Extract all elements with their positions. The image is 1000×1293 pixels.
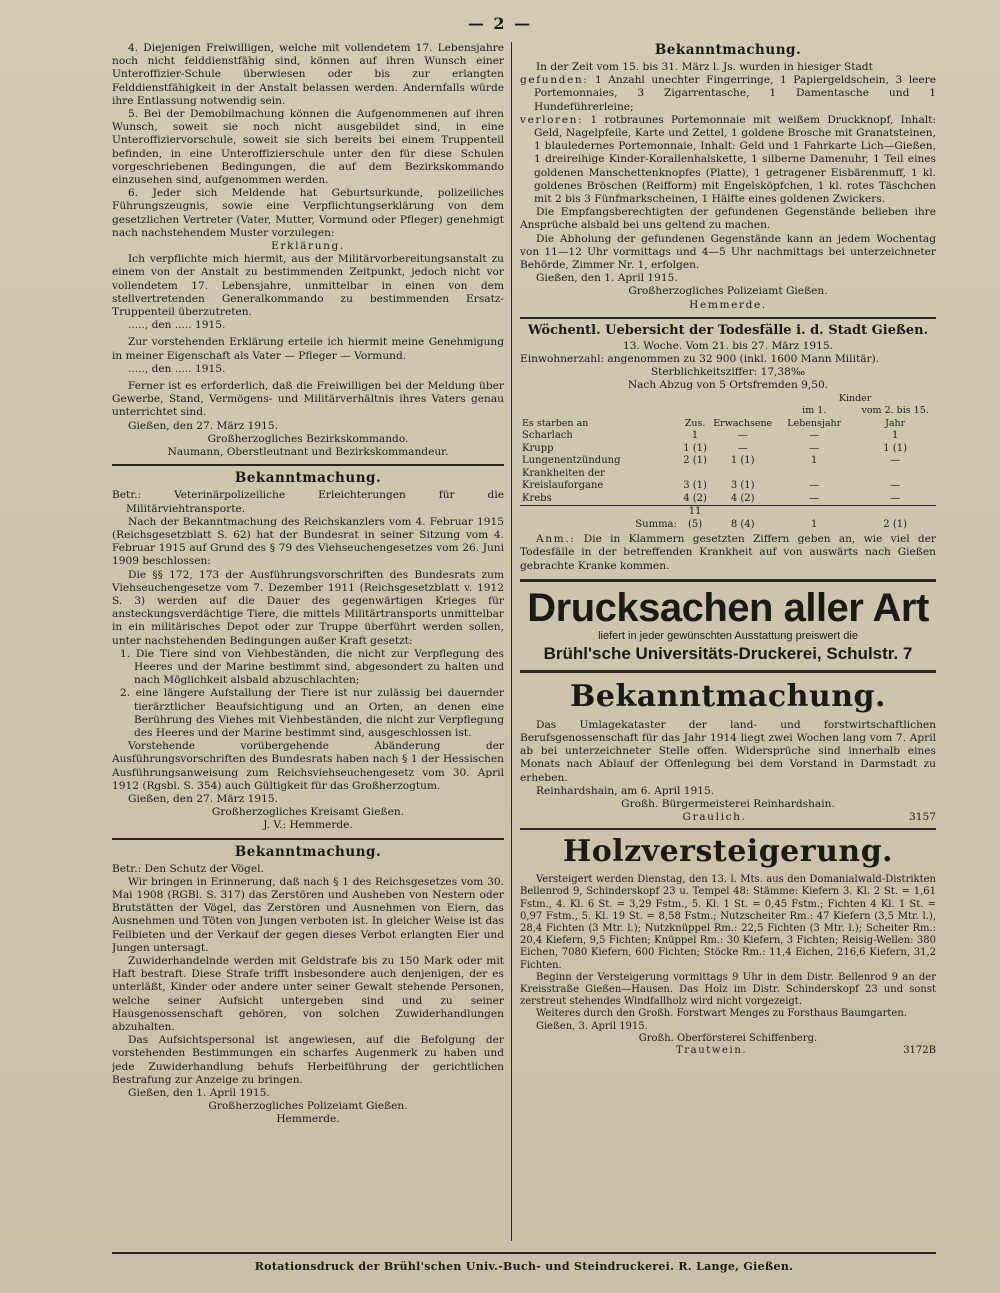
row-cause: Krupp (522, 442, 554, 454)
vet-paragraph-2: Die §§ 172, 173 der Ausführungsvorschriften des Bundesrats zum Viehseuchengesetze vom 7. Dezember 1911 (Reichsgesetzblatt v. 1912 S. 3) werden auf die Dauer des gegenwärtigen Krieges für ansteckungsverdächtige Tiere, die mittels Militärtransports unmittelbar in ein militärisches Depot oder zur Truppe überführt werden sollen, unter nachstehenden Bedingungen außer Kraft gesetzt: (112, 568, 504, 647)
deaths-note (520, 533, 936, 573)
deaths-title: Wöchentl. Uebersicht der Todesfälle i. d. Stadt Gießen. (527, 322, 929, 338)
vet-subject: Betr.: Veterinärpolizeiliche Erleichterungen für die Militärviehtransporte. (112, 489, 504, 515)
row-child-1: — (809, 430, 820, 442)
timber-authority: Großh. Oberförsterei Schiffenberg. (638, 1032, 818, 1044)
header-child-1: im 1. Lebensjahr (787, 405, 842, 429)
found-paragraph-1: Die Empfangsberechtigten der gefundenen Gegenstände belieben ihre Ansprüche alsbald bei uns geltend zu machen. (520, 206, 936, 232)
right-column (520, 42, 936, 1241)
cadastre-place-date: Reinhardshain, am 6. April 1915. (536, 784, 715, 797)
paragraph-6: 6. Jeder sich Meldende hat Geburtsurkunde, polizeiliches Führungszeugnis, sowie eine Verpflichtungserklärung von dem gesetzlichen Vertreter (Vater, Mutter, Vormund oder Pfleger) genehmigt nach nachstehendem Muster vorzulegen: (112, 187, 504, 239)
timber-signer: Trautwein. (676, 1045, 748, 1057)
cadastre-signer: Graulich. (682, 811, 747, 824)
row-cause: Krebs (522, 492, 552, 504)
lost-label: verloren: (520, 113, 584, 126)
sum-total: 11 (5) (679, 506, 711, 532)
row-total: 3 (1) (683, 480, 707, 492)
timber-paragraph-2: Beginn der Versteigerung vormittags 9 Uhr in dem Distr. Bellenrod 9 an der Kreisstraße Gießen—Hausen. Das Holz im Distr. Schinderskopf 23 und sonst zerstreut stehendes Windfallholz wird nicht vorgezeigt. (520, 971, 936, 1008)
note-text: Die in Klammern gesetzten Ziffern geben an, wie viel der Todesfälle in der betreffenden Krankheit auf von auswärts nach Gießen gebrachte Kranke kommen. (520, 533, 936, 572)
row-adults: 4 (2) (730, 492, 755, 504)
found-authority: Großherzogliches Polizeiamt Gießen. (628, 285, 828, 298)
section-rule (112, 464, 504, 466)
lost-text: 1 rotbraunes Portemonnaie mit weißem Druckknopf, Inhalt: Geld, Nagelpfeile, Karte und Zettel, 1 goldene Brosche mit Granatsteinen, 1 blauledernes Portemonnaie, Inhalt: Geld und 1 Fahrkarte Lich—Gießen, 1 dreireihige Kinder-Korallenhalskette, 1 silberne Damenuhr, 1 Teil eines goldenen Manschettenknopfes (Platte), 1 getragener Eisbärenmuff, 1 kl. goldenes Bröschen (Reifform) mit Engelsköpfchen, 1 kl. rotes Täschchen mit 2 bis 3 Fünfmarkscheinen, 1 Hälfte eines goldenen Zwickers. (534, 113, 936, 206)
vet-heading: Bekanntmachung. (234, 470, 382, 487)
page-number: — 2 — (467, 14, 533, 33)
row-child-2: — (890, 480, 901, 492)
row-total: 1 (1) (683, 442, 707, 454)
found-heading: Bekanntmachung. (654, 42, 802, 58)
printer-imprint: Rotationsdruck der Brühl'schen Univ.-Buch- und Steindruckerei. R. Lange, Gießen. (112, 1252, 936, 1273)
found-list (520, 74, 936, 114)
deaths-week: 13. Woche. Vom 21. bis 27. März 1915. (623, 339, 833, 352)
row-adults: — (737, 430, 748, 442)
header-adults: Erwachsene (713, 417, 773, 429)
timber-place-date: Gießen, 3. April 1915. (536, 1020, 648, 1032)
consent-text: Zur vorstehenden Erklärung erteile ich hiermit meine Genehmigung in meiner Eigenschaft als Vater — Pfleger — Vormund. (112, 336, 504, 362)
military-signer: Naumann, Oberstleutnant und Bezirkskommandeur. (167, 446, 449, 459)
birds-notice (112, 844, 504, 1127)
lost-list (520, 114, 936, 206)
row-cause: Lungenentzündung (522, 455, 621, 467)
deaths-table (520, 393, 936, 532)
row-child-2: 1 (891, 430, 899, 442)
timber-paragraph-3: Weiteres durch den Großh. Forstwart Menges zu Forsthaus Baumgarten. (536, 1008, 907, 1020)
date-line-1: ....., den ..... 1915. (128, 319, 226, 332)
print-shop-ad (520, 579, 936, 673)
veterinary-notice (112, 470, 504, 832)
timber-sign-row (520, 1045, 936, 1056)
cadastre-code: 3157 (909, 811, 936, 824)
row-cause: Scharlach (522, 430, 573, 442)
found-label: gefunden: (520, 74, 589, 87)
birds-paragraph-1: Wir bringen in Erinnerung, daß nach § 1 des Reichsgesetzes vom 30. Mai 1908 (RGBl. S. 317) das Zerstören und Ausheben von Nestern oder Brutstätten der Vögel, das Zerstören und Ausnehmen von Eiern, das Ausnehmen und Töten von Jungen verboten ist. In gleicher Weise ist das Feilbieten und der Verkauf der gegen dieses Verbot erlangten Eier und Jungen untersagt. (112, 875, 504, 954)
table-row (520, 430, 936, 443)
deaths-rate-adjusted: Nach Abzug von 5 Ortsfremden 9,50. (627, 379, 829, 392)
table-row (520, 443, 936, 456)
birds-place-date: Gießen, den 1. April 1915. (128, 1087, 270, 1100)
row-child-2: — (890, 455, 901, 467)
table-row (520, 455, 936, 468)
found-text: 1 Anzahl unechter Fingerringe, 1 Papiergeldschein, 3 leere Portemonnaies, 3 Zigarrentasche, 1 Damentasche und 1 Hundeführerleine; (534, 74, 936, 113)
header-children: Kinder (838, 392, 872, 404)
birds-signer: Hemmerde. (276, 1113, 340, 1126)
row-total: 1 (691, 430, 699, 442)
paragraph-4: 4. Diejenigen Freiwilligen, welche mit vollendetem 17. Lebensjahre noch nicht felddienstfähig sind, können auf ihren Wunsch einer Unteroffizier-Schule überwiesen oder bis zur erlangten Felddienstfähigkeit in der Anstalt belassen werden. Andernfalls würde ihre Entlassung notwendig sein. (112, 42, 504, 107)
timber-paragraph-1: Versteigert werden Dienstag, den 13. l. Mts. aus den Domanialwald-Distrikten Bellenrod 9, Schinderskopf 23 u. Tempel 48: Stämme: Kiefern 3. Kl. 2 St. = 1,61 Fstm., 4. Kl. 6 St. = 3,29 Fstm., 5. Kl. 1 St. = 0,45 Fstm.; Fichten 4 Kl. 1 St. = 0,97 Fstm., 5. Kl. 19 St. = 8,58 Fstm.; Nutzscheiter Rm.: 47 Kiefern (3,5 Mtr. l.), 28,4 Fichten (3 Mtr. l.); Nutzknüppel Rm.: 22,5 Fichten (3 Mtr. l.); Scheiter Rm.: 20,4 Kiefern, 9,5 Fichten; Knüppel Rm.: 30 Kiefern, 3 Fichten; Reisig-Wellen: 380 Eichen, 7080 Kiefern, 600 Fichten; Stöcke Rm.: 11,4 Eichen, 216,6 Kiefern, 31,2 Fichten. (520, 874, 936, 971)
found-items-notice (520, 42, 936, 312)
sum-label: Summa: (520, 506, 679, 532)
paragraph-5: 5. Bei der Demobilmachung können die Aufgenommenen auf ihren Wunsch, soweit sie noch nicht ausgebildet sind, in eine Unteroffiziervorschule, soweit sie sich bereits bei einem Truppenteil befinden, in eine Unteroffizierschule unter den für diese Schulen vorgeschriebenen Bedingungen, die auf dem Bezirkskommando einzusehen sind, aufgenommen werden. (112, 108, 504, 187)
vet-item-1: 1. Die Tiere sind von Viehbeständen, die nicht zur Verpflegung des Heeres und der Marine bestimmt sind, abgesondert zu halten und nach Möglichkeit alsbald abzuschlachten; (120, 647, 504, 687)
ad-subline: liefert in jeder gewünschten Ausstattung preiswert die (598, 629, 858, 642)
vet-authority: Großherzogliches Kreisamt Gießen. (211, 806, 405, 819)
header-cause: Es starben an (522, 417, 589, 429)
row-total: 4 (2) (683, 492, 707, 504)
table-row (520, 493, 936, 506)
found-intro: In der Zeit vom 15. bis 31. März l. Js. wurden in hiesiger Stadt (536, 61, 873, 73)
row-child-1: 1 (811, 455, 818, 467)
section-rule (520, 828, 936, 830)
row-total: 2 (1) (683, 455, 707, 467)
sum-adults: 8 (4) (711, 506, 774, 532)
row-child-2: — (890, 492, 901, 504)
vet-paragraph-1: Nach der Bekanntmachung des Reichskanzlers vom 4. Februar 1915 (Reichsgesetzblatt S. 62) hat der Bundesrat in seiner Sitzung vom 4. Februar 1915 auf Grund des § 79 des Viehseuchengesetzes vom 26. Juni 1909 beschlossen: (112, 515, 504, 568)
table-row (520, 468, 936, 493)
military-authority: Großherzogliches Bezirkskommando. (207, 432, 409, 445)
military-place-date: Gießen, den 27. März 1915. (128, 419, 278, 432)
deaths-overview (520, 323, 936, 573)
section-rule (112, 838, 504, 840)
vet-signer: J. V.: Hemmerde. (263, 819, 353, 832)
row-adults: 1 (1) (730, 455, 755, 467)
vet-place-date: Gießen, den 27. März 1915. (128, 792, 278, 805)
found-place-date: Gießen, den 1. April 1915. (536, 272, 678, 285)
left-column (112, 42, 504, 1241)
timber-auction-notice (520, 834, 936, 1056)
birds-subject: Betr.: Den Schutz der Vögel. (112, 862, 264, 875)
ad-address: Brühl'sche Universitäts-Druckerei, Schulstr. 7 (543, 643, 913, 663)
further-text: Ferner ist es erforderlich, daß die Freiwilligen bei der Meldung über Gewerbe, Stand, Vermögens- und Militärverhältnis ihres Vaters genau unterrichtet sind. (112, 380, 504, 419)
row-cause: Krankheiten der Kreislauforgane (522, 467, 605, 492)
deaths-population: Einwohnerzahl: angenommen zu 32 900 (inkl. 1600 Mann Militär). (520, 353, 880, 366)
declaration-title: Erklärung. (271, 240, 345, 253)
vet-paragraph-3: Vorstehende vorübergehende Abänderung der Ausführungsvorschriften des Bundesrats haben nach § 1 der Hessischen Ausführungsanweisung zum Reichsviehseuchengesetz vom 30. April 1912 (Rgsbl. S. 354) auch Gültigkeit für das Großherzogtum. (112, 740, 504, 792)
vet-item-2: 2. eine längere Aufstallung der Tiere ist nur zulässig bei dauernder tierärztlicher Beaufsichtigung und an Orten, an denen eine Berührung des Viehes mit Viehbeständen, die nicht zur Verpflegung des Heeres und der Marine bestimmt sind, ausgeschlossen ist. (120, 687, 504, 739)
row-child-1: — (809, 480, 820, 492)
table-header-top (520, 393, 936, 406)
cadastre-sign-row (520, 811, 936, 823)
table-sum-row (520, 506, 936, 532)
military-notice (112, 42, 504, 459)
birds-authority: Großherzogliches Polizeiamt Gießen. (208, 1100, 408, 1113)
sum-child-2: 2 (1) (854, 506, 936, 532)
timber-heading: Holzversteigerung. (562, 834, 894, 870)
birds-heading: Bekanntmachung. (234, 843, 382, 860)
ad-headline: Drucksachen aller Art (527, 585, 929, 630)
birds-paragraph-2: Zuwiderhandelnde werden mit Geldstrafe bis zu 150 Mark oder mit Haft bestraft. Diese Strafe trifft insbesondere auch denjenigen, der es unterläßt, Kinder oder andere unter seiner Gewalt stehende Personen, welche seiner Aufsicht untergeben sind und zu seiner Hausgenossenschaft gehören, von solchen Zuwiderhandlungen abzuhalten. (112, 955, 504, 1034)
deaths-rate: Sterblichkeitsziffer: 17,38‰ (650, 366, 806, 379)
header-child-2: vom 2. bis 15. Jahr (861, 405, 929, 429)
row-adults: — (737, 442, 748, 454)
section-rule (520, 317, 936, 319)
cadastre-authority: Großh. Bürgermeisterei Reinhardshain. (621, 798, 835, 810)
row-child-2: 1 (1) (883, 442, 907, 454)
row-child-1: — (809, 442, 820, 454)
row-adults: 3 (1) (730, 480, 755, 492)
birds-paragraph-3: Das Aufsichtspersonal ist angewiesen, auf die Befolgung der vorstehenden Bestimmungen ein scharfes Augenmerk zu haben und jede Zuwiderhandlung behufs Herbeiführung der gerichtlichen Bestrafung zur Anzeige zu bringen. (112, 1034, 504, 1086)
found-paragraph-2: Die Abholung der gefundenen Gegenstände kann an jedem Wochentag von 11—12 Uhr vormittags und 4—5 Uhr nachmittags bei unterzeichneter Behörde, Zimmer Nr. 1, erfolgen. (520, 232, 936, 272)
timber-code: 3172B (903, 1045, 936, 1057)
declaration-text: Ich verpflichte mich hiermit, aus der Militärvorbereitungsanstalt zu einem von der Anstalt zu bestimmenden Zeitpunkt, jedoch nicht vor vollendetem 17. Lebensjahre, unmittelbar in einen von dem stellvertretenden Generalkommando zu bestimmenden Ersatz-Truppenteil überzutreten. (112, 253, 504, 319)
row-child-1: — (809, 492, 820, 504)
date-line-2: ....., den ..... 1915. (128, 362, 226, 375)
sum-child-1: 1 (774, 506, 854, 532)
cadastre-notice (520, 679, 936, 823)
found-signer: Hemmerde. (689, 298, 767, 311)
column-divider (511, 42, 512, 1241)
header-total: Zus. (684, 417, 706, 429)
note-label: Anm.: (536, 533, 576, 546)
cadastre-paragraph: Das Umlagekataster der land- und forstwirtschaftlichen Berufsgenossenschaft für das Jahr 1914 liegt zwei Wochen lang vom 7. April ab bei unterzeichneter Stelle offen. Widersprüche sind innerhalb eines Monats nach Ablauf der Offenlegung bei dem Vorstand in Darmstadt zu erheben. (520, 718, 936, 784)
cadastre-heading: Bekanntmachung. (570, 678, 886, 714)
